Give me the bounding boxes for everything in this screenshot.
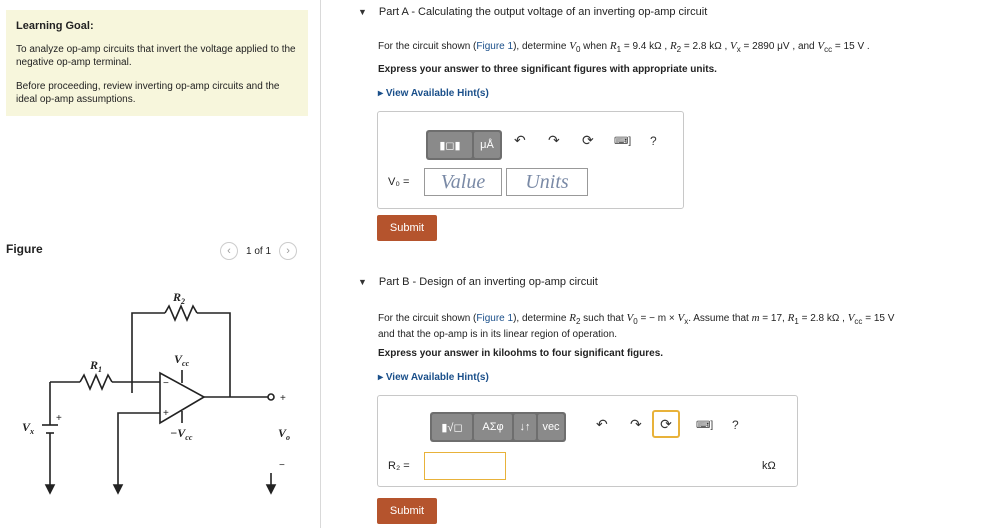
reset-icon[interactable]: ⟳ — [652, 410, 680, 438]
collapse-caret-icon: ▼ — [358, 7, 367, 17]
vcc-top-label: $V_{cc}$ — [174, 352, 190, 368]
symbols-button[interactable]: ΑΣφ — [474, 414, 512, 440]
opamp-plus-sign: + — [163, 408, 169, 419]
vx-label: $V_x$ — [22, 420, 35, 436]
r1-label: $R_1$ — [90, 358, 103, 374]
part-a-header[interactable] — [358, 6, 707, 18]
part-b-answer-box — [377, 395, 798, 487]
arrows-button[interactable]: ↓↑ — [514, 414, 536, 440]
r2-label: $R_2$ — [173, 290, 186, 306]
vo-label: $V_o$ — [278, 426, 291, 442]
panel-divider — [320, 0, 321, 528]
figure-pager-text: 1 of 1 — [246, 245, 272, 257]
part-a-prefix: Part A — [378, 6, 409, 18]
redo-icon[interactable]: ↷ — [548, 132, 560, 148]
part-b-prefix: Part B — [378, 276, 410, 288]
part-a-answer-box — [377, 111, 684, 209]
part-a-hint-link[interactable]: ▸ View Available Hint(s) — [378, 88, 489, 99]
figure-link[interactable]: Figure 1 — [476, 313, 514, 324]
r2-answer-label: R₂ = — [388, 460, 410, 472]
vcc-bottom-label: $-V_{cc}$ — [170, 426, 193, 442]
part-a-instruction: Express your answer to three significant figures with appropriate units. — [378, 64, 717, 75]
learning-goal-text: To analyze op-amp circuits that invert the voltage applied to the negative op-amp terminal. — [16, 44, 296, 68]
opamp-minus-sign: − — [163, 378, 169, 389]
part-b-instruction: Express your answer in kiloohms to four significant figures. — [378, 348, 664, 359]
part-b-toolbar — [430, 412, 566, 442]
part-b-title: - Design of an inverting op-amp circuit — [409, 276, 598, 288]
undo-icon[interactable]: ↶ — [514, 132, 526, 148]
part-b-submit-button[interactable]: Submit — [377, 498, 437, 524]
keyboard-icon[interactable]: ⌨] — [696, 420, 714, 431]
learning-goal-review-text: Before proceeding, review inverting op-amp circuits and the ideal op-amp assumptions. — [16, 81, 280, 105]
part-a-toolbar — [426, 130, 502, 160]
part-a-submit-button[interactable]: Submit — [377, 215, 437, 241]
templates-button[interactable]: ▮√◻ — [432, 414, 472, 440]
units-input[interactable]: Units — [506, 168, 588, 196]
r2-input[interactable] — [424, 452, 506, 480]
collapse-caret-icon: ▼ — [358, 277, 367, 287]
part-b-header[interactable] — [358, 276, 598, 288]
output-minus-sign: − — [279, 460, 285, 471]
kohm-unit-label: kΩ — [762, 460, 776, 472]
source-plus-sign: + — [56, 413, 62, 424]
value-input[interactable]: Value — [424, 168, 502, 196]
vector-button[interactable]: vec — [538, 414, 564, 440]
part-a-question: For the circuit shown (Figure 1), determine $V_0$ when $R_1 = 9.4$ kΩ , $R_2 = 2.8$ kΩ , $V_x = 2890$ μV , and $V_{cc} = 15$ V . — [378, 40, 870, 54]
learning-goal-title: Learning Goal: — [16, 20, 94, 32]
figure-label: Figure — [6, 242, 43, 256]
part-b-question: For the circuit shown (Figure 1), determine $R_2$ such that $V_0$ = − $m \times V_x$. Assume that m = 17, $R_1 = 2.8$ kΩ , $V_{cc} = 15$ V and that the op-amp is in its linear region of operation. — [378, 312, 895, 340]
part-a-title: - Calculating the output voltage of an inverting op-amp circuit — [408, 6, 708, 18]
templates-button[interactable]: ▮◻▮ — [428, 132, 472, 158]
units-button[interactable]: μÅ — [474, 132, 500, 158]
figure-pager — [220, 242, 297, 260]
circuit-diagram — [20, 285, 310, 505]
redo-icon[interactable]: ↷ — [630, 416, 642, 432]
reset-icon[interactable]: ⟳ — [582, 132, 594, 148]
learning-goal-box — [6, 10, 308, 116]
v0-label: V₀ = — [388, 176, 410, 188]
keyboard-icon[interactable]: ⌨] — [614, 136, 632, 147]
prev-figure-button[interactable]: ‹ — [220, 242, 238, 260]
figure-link[interactable]: Figure 1 — [476, 41, 514, 52]
undo-icon[interactable]: ↶ — [596, 416, 608, 432]
output-plus-sign: + — [280, 393, 286, 404]
help-button[interactable]: ? — [732, 418, 739, 432]
next-figure-button[interactable]: › — [279, 242, 297, 260]
part-b-hint-link[interactable]: ▸ View Available Hint(s) — [378, 372, 489, 383]
help-button[interactable]: ? — [650, 134, 657, 148]
